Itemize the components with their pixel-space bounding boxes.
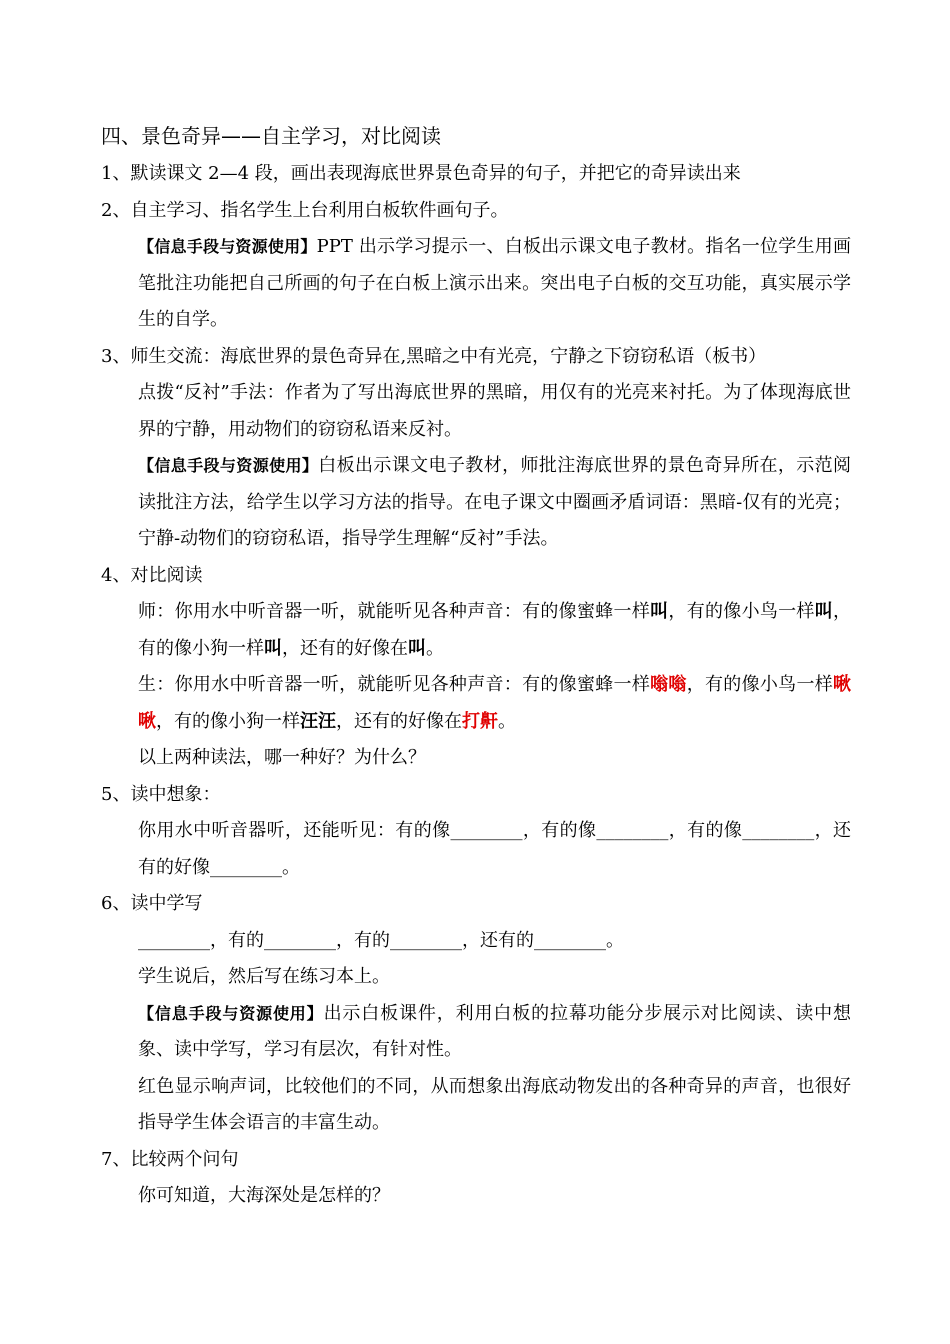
list-item-7: 7、比较两个问句 xyxy=(101,1148,239,1170)
list-item-2: 2、自主学习、指名学生上台利用白板软件画句子。 xyxy=(101,199,509,221)
info-text-1: PPT 出示学习提示一、白板出示课文电子教材。指名一位学生用画笔批注功能把自己所画的句子在白板上演示出来。突出电子白板的交互功能，真实展示学生的自学。 xyxy=(138,236,851,330)
teacher-text: 。 xyxy=(426,637,444,659)
sound-word-red: 嗡嗡 xyxy=(650,674,687,695)
info-text-2: 白板出示课文电子教材，师批注海底世界的景色奇异所在，示范阅读批注方法，给学生以学习方法的指导。在电子课文中圈画矛盾词语：黑暗-仅有的光亮；宁静-动物们的窃窃私语，指导学生理解“反衬”手法。 xyxy=(138,455,851,549)
student-text: ，有的像小鸟一样 xyxy=(686,674,834,695)
teacher-text: 师：你用水中听音器一听，就能听见各种声音：有的像蜜蜂一样 xyxy=(138,601,651,622)
teacher-reading xyxy=(101,594,851,667)
student-text: ，有的像小狗一样 xyxy=(156,710,300,732)
writing-exercise: ________，有的________，有的________，还有的________。 xyxy=(138,929,624,951)
sound-word: 叫 xyxy=(408,637,426,659)
comparison-question: 以上两种读法，哪一种好？为什么？ xyxy=(138,747,426,768)
teacher-text: ，有的像小狗一样 xyxy=(138,601,852,659)
sound-word-red: 啾啾 xyxy=(138,674,852,732)
list-item-1: 1、默读课文 2—4 段，画出表现海底世界景色奇异的句子，并把它的奇异读出来 xyxy=(101,163,741,184)
teacher-text: ，有的像小鸟一样 xyxy=(668,601,815,622)
info-tag: 【信息手段与资源使用】 xyxy=(138,456,319,475)
sound-word: 叫 xyxy=(814,601,834,622)
student-text: 。 xyxy=(498,710,516,732)
sound-word: 叫 xyxy=(650,601,669,622)
sound-word: 汪汪 xyxy=(300,710,336,732)
red-words-note: 红色显示响声词，比较他们的不同，从而想象出海底动物发出的各种奇异的声音，也很好指导学生体会语言的丰富生动。 xyxy=(138,1075,851,1133)
list-item-5: 5、读中想象： xyxy=(101,783,221,805)
question-sentence: 你可知道，大海深处是怎样的？ xyxy=(138,1185,390,1206)
teacher-text: ，还有的好像在 xyxy=(282,637,408,659)
imagine-exercise: 你用水中听音器听，还能听见：有的像________，有的像________，有的像________，还有的好像________。 xyxy=(138,820,851,878)
info-paragraph-3 xyxy=(101,996,851,1069)
sound-word-red: 打鼾 xyxy=(462,710,498,732)
student-text: ，还有的好像在 xyxy=(336,710,462,732)
contrast-note: 点拨“反衬”手法：作者为了写出海底世界的黑暗，用仅有的光亮来衬托。为了体现海底世界的宁静，用动物们的窃窃私语来反衬。 xyxy=(138,382,851,440)
list-item-6: 6、读中学写 xyxy=(101,893,203,914)
info-text-3: 出示白板课件，利用白板的拉幕功能分步展示对比阅读、读中想象、读中学写，学习有层次，有针对性。 xyxy=(138,1002,851,1060)
sound-word: 叫 xyxy=(264,637,282,659)
student-reading xyxy=(101,667,851,740)
student-text: 生：你用水中听音器一听，就能听见各种声音：有的像蜜蜂一样 xyxy=(138,674,651,695)
info-paragraph-1 xyxy=(101,229,851,339)
list-item-4: 4、对比阅读 xyxy=(101,564,203,586)
info-tag: 【信息手段与资源使用】 xyxy=(138,1003,324,1023)
document-page xyxy=(101,118,851,1215)
info-tag: 【信息手段与资源使用】 xyxy=(138,237,317,256)
list-item-3: 3、师生交流：海底世界的景色奇异在,黑暗之中有光亮，宁静之下窃窃私语（板书） xyxy=(101,345,767,367)
info-paragraph-2 xyxy=(101,448,851,558)
section-heading: 四、景色奇异——自主学习，对比阅读 xyxy=(101,124,441,148)
writing-instruction: 学生说后，然后写在练习本上。 xyxy=(138,966,390,987)
